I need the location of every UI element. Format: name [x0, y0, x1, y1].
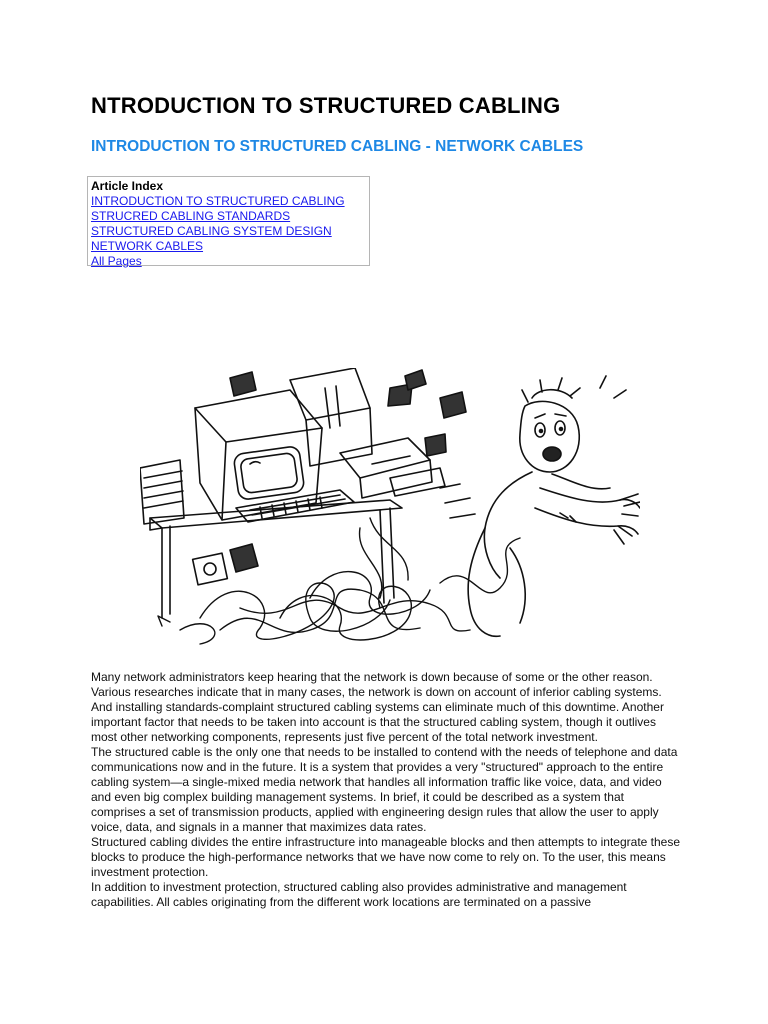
article-body: [91, 670, 681, 910]
index-link-introduction[interactable]: INTRODUCTION TO STRUCTURED CABLING: [91, 194, 345, 208]
tangled-cables-illustration: [140, 368, 640, 650]
body-paragraph-2: The structured cable is the only one that needs to be installed to contend with the needs of telephone and data communications now and in the future. It is a system that provides a very "structured" approach to the entire cabling system—a single-mixed media network that handles all information traffic like voice, data, and video and even big complex building management systems. In brief, it could be described as a system that comprises a set of transmission products, applied with engineering design rules that allow the user to apply voice, data, and signals in a manner that maximizes data rates.: [91, 745, 678, 834]
index-link-network-cables[interactable]: NETWORK CABLES: [91, 239, 204, 253]
body-paragraph-4: In addition to investment protection, structured cabling also provides administrative and management capabilities. All cables originating from the different work locations are terminated on a passive: [91, 880, 627, 909]
desk-drawing: [150, 500, 402, 618]
document-subtitle: INTRODUCTION TO STRUCTURED CABLING - NETWORK CABLES: [91, 138, 584, 155]
index-link-all-pages[interactable]: All Pages: [91, 254, 142, 268]
frightened-man-drawing: [440, 376, 640, 636]
document-title: NTRODUCTION TO STRUCTURED CABLING: [91, 93, 561, 118]
body-paragraph-3: Structured cabling divides the entire infrastructure into manageable blocks and then attempts to integrate these blocks to produce the high-performance networks that we have now come to rely on. To the user, this means investment protection.: [91, 835, 681, 879]
index-link-system-design[interactable]: STRUCTURED CABLING SYSTEM DESIGN: [91, 224, 332, 238]
paper-stack-drawing: [140, 460, 184, 524]
floppy-sign-drawing: [193, 553, 228, 585]
body-paragraph-1: Many network administrators keep hearing that the network is down because of some or the other reason. Various researches indicate that in many cases, the network is down on account of inferior cabling systems. And installing standards-complaint structured cabling systems can eliminate much of this downtime. Another important factor that needs to be taken into account is that the structured cabling system, though it outlives most other networking components, represents just five percent of the total network investment.: [91, 670, 664, 744]
article-index-box: [87, 176, 370, 266]
computer-tower-drawing: [290, 368, 445, 498]
index-link-standards[interactable]: STRUCRED CABLING STANDARDS: [91, 209, 291, 223]
article-index-heading: Article Index: [91, 179, 164, 193]
